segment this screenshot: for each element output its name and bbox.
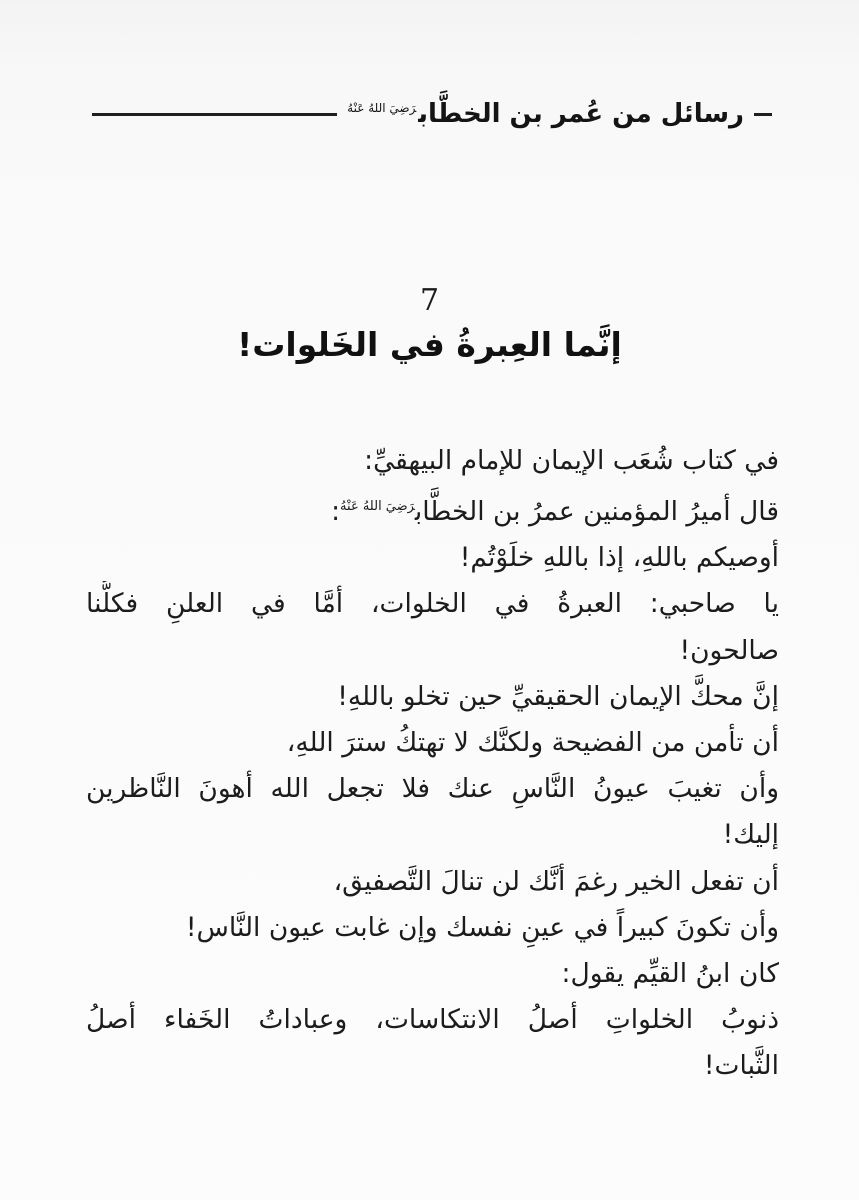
header-title bbox=[347, 99, 744, 129]
body-line: وأن تكونَ كبيراً في عينِ نفسك وإن غابت عيون النَّاس! bbox=[185, 911, 779, 943]
body-line: إنَّ محكَّ الإيمان الحقيقيِّ حين تخلو باللهِ! bbox=[337, 680, 779, 712]
header-rule-right bbox=[754, 113, 772, 116]
body-line: يا صاحبي: العبرةُ في الخلوات، أمَّا في العلنِ فكلُّنا bbox=[86, 588, 779, 620]
header-rule-left bbox=[92, 113, 337, 116]
body-line: إليك! bbox=[722, 819, 779, 851]
body-line-suffix: : bbox=[331, 496, 341, 528]
body-line: صالحون! bbox=[679, 634, 779, 666]
body-line: أن تفعل الخير رغمَ أنَّك لن تنالَ التَّصفيق، bbox=[333, 865, 779, 897]
chapter-number: 7 bbox=[419, 283, 440, 318]
body-line: أن تأمن من الفضيحة ولكنَّك لا تهتكُ سترَ اللهِ، bbox=[286, 727, 779, 759]
body-line: الثَّبات! bbox=[703, 1050, 779, 1082]
body-line: وأن تغيبَ عيونُ النَّاسِ عنك فلا تجعل الله أهونَ النَّاظرين bbox=[86, 773, 779, 805]
body-line bbox=[86, 484, 779, 535]
running-header bbox=[92, 92, 772, 136]
body-line: أوصيكم باللهِ، إذا باللهِ خلَوْتُم! bbox=[459, 542, 779, 574]
honorific-glyph: رَضِيَ اللهُ عَنْهُ bbox=[340, 499, 415, 515]
body-line: في كتاب شُعَب الإيمان للإمام البيهقيِّ: bbox=[364, 445, 779, 476]
body-text bbox=[86, 438, 779, 1090]
honorific-glyph: رَضِيَ اللهُ عَنْهُ bbox=[347, 101, 417, 116]
body-line: كان ابنُ القيِّم يقول: bbox=[561, 958, 779, 990]
chapter-title: إنَّما العِبرةُ في الخَلوات! bbox=[237, 325, 622, 364]
body-line: ذنوبُ الخلواتِ أصلُ الانتكاسات، وعباداتُ الخَفاء أصلُ bbox=[86, 1004, 779, 1036]
header-title-text: رسائل من عُمر بن الخطَّاب bbox=[418, 99, 744, 129]
body-line-text: قال أميرُ المؤمنين عمرُ بن الخطَّاب bbox=[414, 496, 779, 528]
